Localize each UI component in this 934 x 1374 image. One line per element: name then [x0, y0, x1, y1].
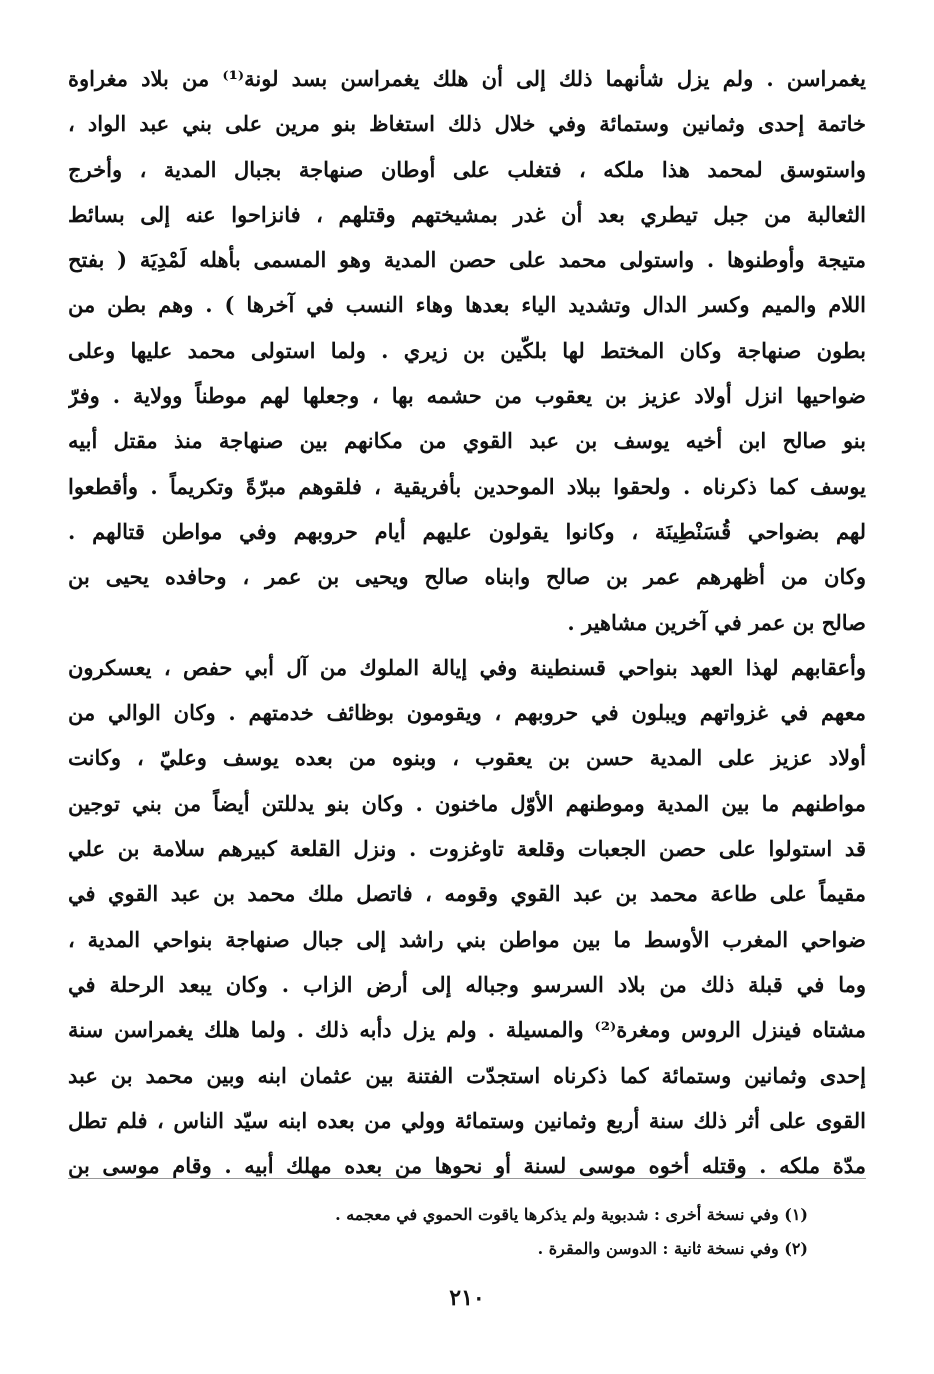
text-line: الثعالبة من جبل تيطري بعد أن غدر بمشيختهم وقتلهم ، فانزاحوا عنه إلى بسائط	[68, 201, 866, 227]
text-line: وأعقابهم لهذا العهد بنواحي قسنطينة وفي إيالة الملوك من آل أبي حفص ، يعسكرون	[68, 654, 866, 680]
footnote-separator	[68, 1178, 866, 1179]
text-line: يغمراسن . ولم يزل شأنهما ذلك إلى أن هلك يغمراسن بسد لونة⁽¹⁾ من بلاد مغراوة	[68, 66, 866, 91]
text-line: مواطنهم ما بين المدية وموطنهم الأوّل ماخنون . وكان بنو يدللتن أيضاً من بني توجين	[68, 790, 866, 816]
text-line: اللام والميم وكسر الدال وتشديد الياء بعدها وهاء النسب في آخرها ) . وهم بطن من	[68, 292, 866, 318]
text-line: بطون صنهاجة وكان المختط لها بلكّين بن زيري . ولما استولى محمد عليها وعلى	[68, 337, 866, 363]
text-line: مقيماً على طاعة محمد بن عبد القوي وقومه ، فاتصل ملك محمد بن عبد القوي في	[68, 881, 866, 907]
text-line: مشتاه فينزل الروس ومغرة⁽²⁾ والمسيلة . ولم يزل دأبه ذلك . ولما هلك يغمراسن سنة	[68, 1017, 866, 1043]
text-line: قد استولوا على حصن الجعبات وقلعة تاوغزوت . ونزل القلعة كبيرهم سلامة بن علي	[68, 836, 866, 862]
paragraph-end-line: صالح بن عمر في آخرين مشاهير .	[567, 609, 866, 635]
text-line: لهم بضواحي قُسَنْطِينَة ، وكانوا يقولون عليهم أيام حروبهم وفي مواطن قتالهم .	[68, 518, 866, 544]
text-line: القوى على أثر ذلك سنة أربع وثمانين وستمائة وولي من بعده ابنه سيّد الناس ، فلم تطل	[68, 1107, 866, 1133]
footnote: (١) وفي نسخة أخرى : شدبوية ولم يذكرها ياقوت الحموي في معجمه .	[335, 1205, 808, 1224]
page-number: ٢١٠	[449, 1285, 485, 1311]
text-line: إحدى وثمانين وستمائة كما ذكرناه استجدّت الفتنة بين عثمان ابنه وبين محمد بن عبد	[68, 1062, 866, 1088]
text-line: ضواحي المغرب الأوسط ما بين مواطن بني راشد إلى جبال صنهاجة بنواحي المدية ،	[68, 926, 866, 952]
text-line: متيجة وأوطنوها . واستولى محمد على حصن المدية وهو المسمى بأهله لَمْدِيَة ( بفتح	[68, 247, 866, 273]
footnotes	[68, 1198, 808, 1266]
text-line: أولاد عزيز على المدية حسن بن يعقوب ، وبنوه من بعده يوسف وعليّ ، وكانت	[68, 745, 866, 771]
text-line: مدّة ملكه . وقتله أخوه موسى لسنة أو نحوها من بعده مهلك أبيه . وقام موسى بن	[68, 1153, 866, 1179]
text-line: يوسف كما ذكرناه . ولحقوا ببلاد الموحدين بأفريقية ، فلقوهم مبرّةً وتكريماً . وأقطعوا	[68, 473, 866, 499]
text-line: خاتمة إحدى وثمانين وستمائة وفي خلال ذلك استغاظ بنو مرين على بني عبد الواد ،	[68, 111, 866, 137]
text-line: معهم في غزواتهم ويبلون في حروبهم ، ويقومون بوظائف خدمتهم . وكان الوالي من	[68, 700, 866, 726]
main-text-block	[68, 56, 866, 1188]
text-line: ضواحيها انزل أولاد عزيز بن يعقوب من حشمه بها ، وجعلها لهم موطناً وولاية . وفرّ	[68, 383, 866, 409]
text-line: بنو صالح ابن أخيه يوسف بن عبد القوي من مكانهم بين صنهاجة منذ مقتل أبيه	[68, 428, 866, 454]
text-line: وكان من أظهرهم عمر بن صالح وابناه صالح ويحيى بن عمر ، وحافده يحيى بن	[68, 564, 866, 590]
text-line: واستوسق لمحمد هذا ملكه ، فتغلب على أوطان صنهاجة بجبال المدية ، وأخرج	[68, 156, 866, 182]
footnote: (٢) وفي نسخة ثانية : الدوسن والمقرة .	[537, 1239, 808, 1258]
text-line: وما في قبلة ذلك من بلاد السرسو وجباله إلى أرض الزاب . وكان يبعد الرحلة في	[68, 971, 866, 997]
